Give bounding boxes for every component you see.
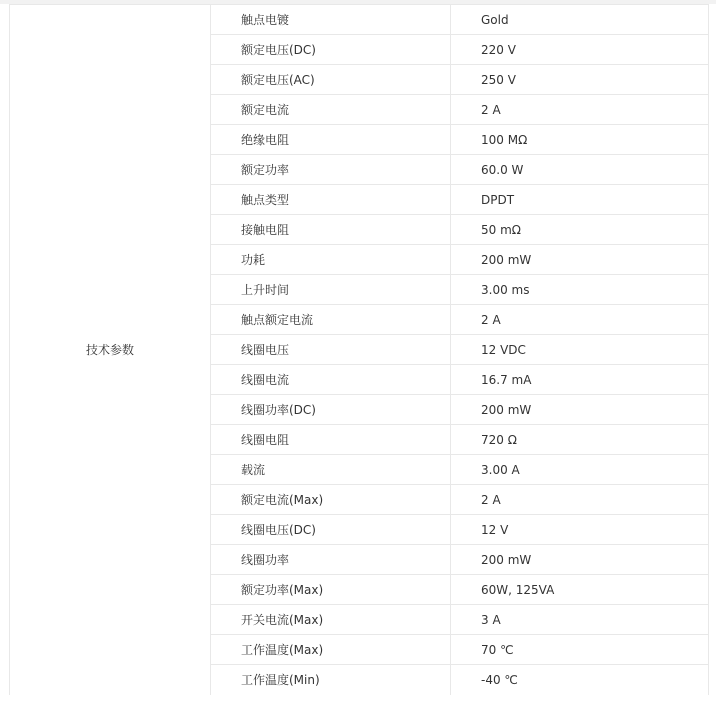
spec-name: 载流 xyxy=(211,455,451,485)
spec-value: 16.7 mA xyxy=(451,365,709,395)
spec-name: 额定电流 xyxy=(211,95,451,125)
spec-name: 触点类型 xyxy=(211,185,451,215)
spec-value: Gold xyxy=(451,5,709,35)
spec-name: 线圈功率 xyxy=(211,545,451,575)
spec-name: 接触电阻 xyxy=(211,215,451,245)
spec-value: 220 V xyxy=(451,35,709,65)
spec-value: 2 A xyxy=(451,95,709,125)
spec-name: 线圈电阻 xyxy=(211,425,451,455)
spec-value: 60.0 W xyxy=(451,155,709,185)
spec-value: 3 A xyxy=(451,605,709,635)
spec-value: 60W, 125VA xyxy=(451,575,709,605)
spec-value: 2 A xyxy=(451,485,709,515)
spec-value: 50 mΩ xyxy=(451,215,709,245)
spec-name: 工作温度(Max) xyxy=(211,635,451,665)
spec-table-body xyxy=(10,5,709,695)
spec-name: 触点额定电流 xyxy=(211,305,451,335)
spec-name: 功耗 xyxy=(211,245,451,275)
spec-name: 额定电流(Max) xyxy=(211,485,451,515)
spec-value: 250 V xyxy=(451,65,709,95)
spec-value: 12 VDC xyxy=(451,335,709,365)
spec-name: 额定电压(DC) xyxy=(211,35,451,65)
spec-value: 720 Ω xyxy=(451,425,709,455)
spec-name: 额定电压(AC) xyxy=(211,65,451,95)
spec-name: 开关电流(Max) xyxy=(211,605,451,635)
spec-table xyxy=(9,4,709,695)
spec-name: 线圈功率(DC) xyxy=(211,395,451,425)
spec-name: 额定功率 xyxy=(211,155,451,185)
spec-value: -40 ℃ xyxy=(451,665,709,695)
spec-name: 绝缘电阻 xyxy=(211,125,451,155)
spec-value: 3.00 ms xyxy=(451,275,709,305)
spec-name: 线圈电压 xyxy=(211,335,451,365)
spec-name: 上升时间 xyxy=(211,275,451,305)
spec-value: 200 mW xyxy=(451,245,709,275)
spec-name: 线圈电流 xyxy=(211,365,451,395)
spec-row xyxy=(10,5,709,35)
spec-group-label: 技术参数 xyxy=(10,5,211,695)
spec-name: 工作温度(Min) xyxy=(211,665,451,695)
spec-value: 70 ℃ xyxy=(451,635,709,665)
spec-value: 200 mW xyxy=(451,545,709,575)
spec-value: 3.00 A xyxy=(451,455,709,485)
spec-name: 触点电镀 xyxy=(211,5,451,35)
spec-value: DPDT xyxy=(451,185,709,215)
spec-name: 额定功率(Max) xyxy=(211,575,451,605)
spec-name: 线圈电压(DC) xyxy=(211,515,451,545)
spec-value: 2 A xyxy=(451,305,709,335)
spec-value: 100 MΩ xyxy=(451,125,709,155)
spec-value: 200 mW xyxy=(451,395,709,425)
spec-value: 12 V xyxy=(451,515,709,545)
